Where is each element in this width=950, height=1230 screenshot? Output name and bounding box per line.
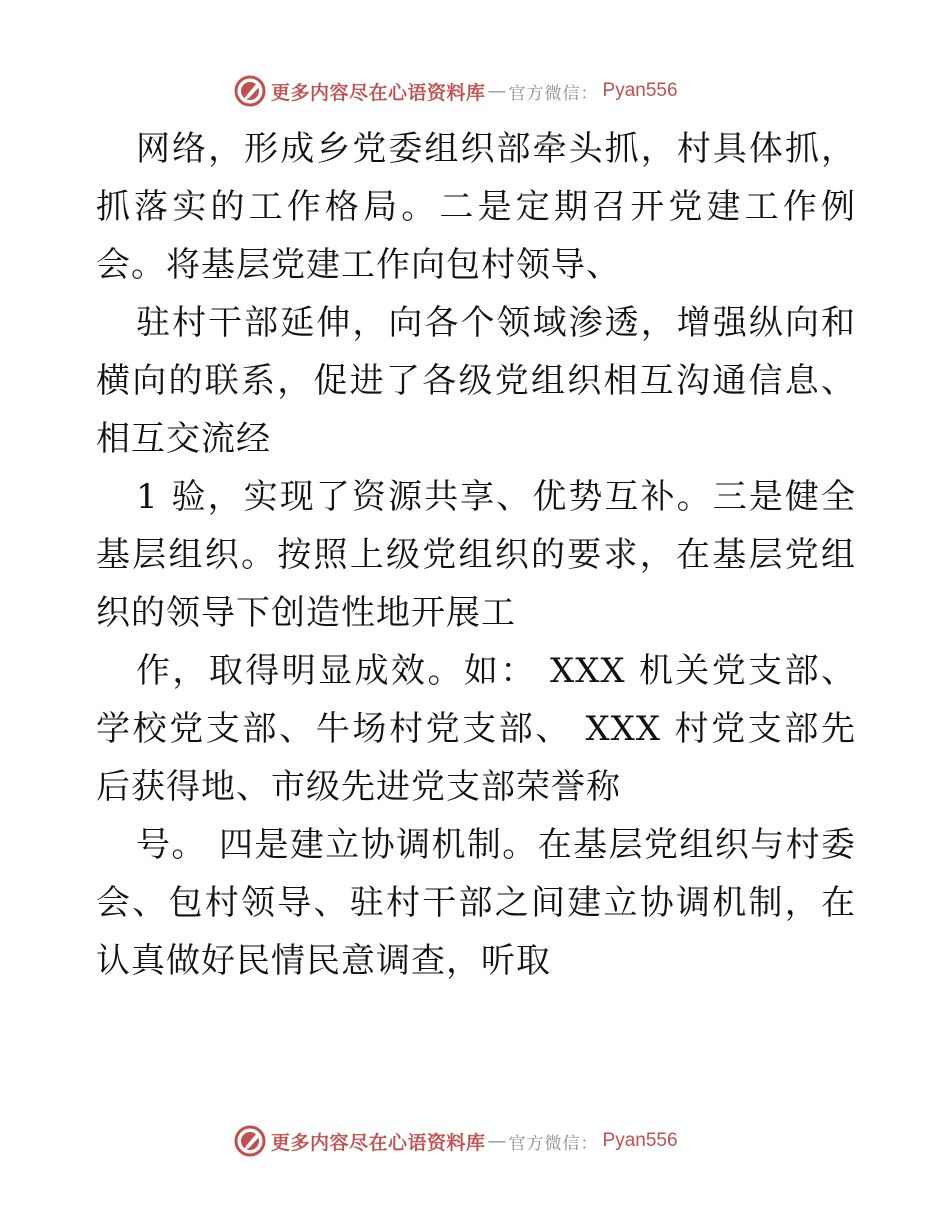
header-banner-dash: —	[487, 80, 507, 102]
paragraph-4: 作，取得明显成效。如： XXX 机关党支部、学校党支部、牛场村党支部、 XXX 村党支部先后获得地、市级先进党支部荣誉称	[96, 651, 856, 807]
footer-banner-dash: —	[487, 1130, 507, 1152]
paragraph-1: 网络，形成乡党委组织部牵头抓，村具体抓，抓落实的工作格局。二是定期召开党建工作例会。将基层党建工作向包村领导、	[96, 129, 856, 285]
paragraph-5: 号。 四是建立协调机制。在基层党组织与村委会、包村领导、驻村干部之间建立协调机制，在认真做好民情民意调查，听取	[96, 825, 856, 981]
pen-logo-icon	[233, 74, 267, 108]
header-banner-inner	[233, 74, 678, 108]
footer-wechat-handle: Pyan556	[602, 1130, 678, 1151]
header-banner	[0, 70, 950, 110]
header-banner-text: 更多内容尽在心语资料库	[271, 81, 486, 104]
pen-logo-icon	[233, 1124, 267, 1158]
footer-banner-inner	[233, 1124, 678, 1158]
paragraph-3: 1 验，实现了资源共享、优势互补。三是健全基层组织。按照上级党组织的要求，在基层党组织的领导下创造性地开展工	[96, 477, 856, 633]
document-body	[96, 120, 856, 990]
footer-banner	[0, 1120, 950, 1160]
footer-banner-text: 更多内容尽在心语资料库	[271, 1131, 486, 1154]
paragraph-2: 驻村干部延伸，向各个领域渗透，增强纵向和横向的联系，促进了各级党组织相互沟通信息、相互交流经	[96, 303, 856, 459]
header-banner-label: 官方微信：	[508, 83, 599, 104]
header-wechat-handle: Pyan556	[602, 80, 678, 101]
footer-banner-label: 官方微信：	[508, 1133, 599, 1154]
